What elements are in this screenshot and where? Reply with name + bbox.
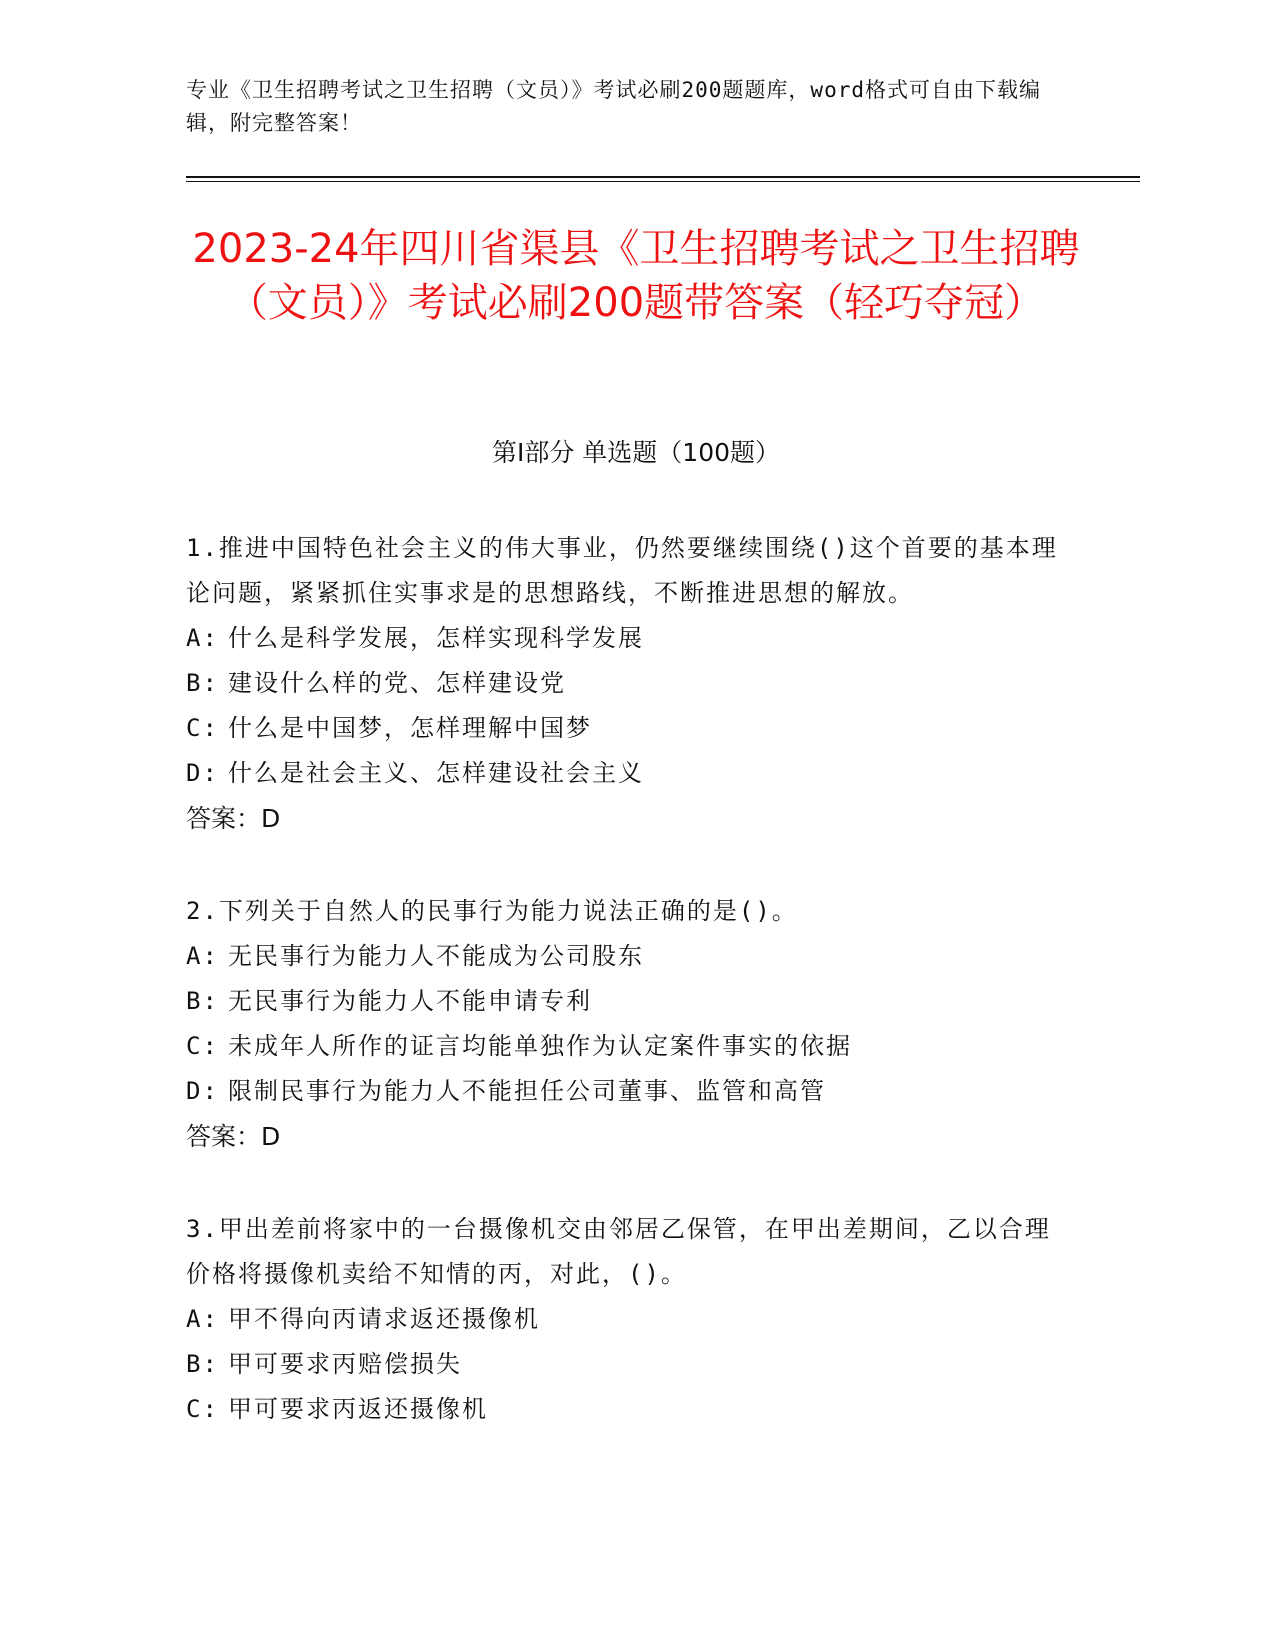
option-a (186, 934, 1066, 979)
option-text: 什么是社会主义、怎样建设社会主义 (228, 759, 644, 787)
header-note: 专业《卫生招聘考试之卫生招聘（文员）》考试必刷200题题库，word格式可自由下载编辑，附完整答案！ (186, 78, 1041, 135)
question-answer: 答案：D (186, 804, 281, 833)
option-a (186, 616, 1066, 661)
option-text: 什么是中国梦，怎样理解中国梦 (228, 714, 592, 742)
question-item (186, 1207, 1066, 1432)
option-d (186, 1069, 1066, 1114)
option-key: A: (186, 1305, 219, 1333)
option-key: D: (186, 1077, 219, 1105)
option-text: 建设什么样的党、怎样建设党 (228, 669, 566, 697)
document-title: 2023-24年四川省渠县《卫生招聘考试之卫生招聘（文员）》考试必刷200题带答案（轻巧夺冠） (192, 226, 1080, 326)
option-key: C: (186, 1395, 219, 1423)
option-text: 甲可要求丙返还摄像机 (228, 1395, 488, 1423)
option-b (186, 979, 1066, 1024)
option-c (186, 1024, 1066, 1069)
option-key: A: (186, 942, 219, 970)
header-rule-thick (186, 176, 1140, 178)
option-text: 甲不得向丙请求返还摄像机 (228, 1305, 540, 1333)
option-text: 什么是科学发展，怎样实现科学发展 (228, 624, 644, 652)
option-text: 限制民事行为能力人不能担任公司董事、监管和高管 (228, 1077, 826, 1105)
option-key: B: (186, 1350, 219, 1378)
option-key: C: (186, 1032, 219, 1060)
section-title: 第Ⅰ部分 单选题（100题） (491, 438, 781, 467)
option-c (186, 706, 1066, 751)
option-b (186, 661, 1066, 706)
option-text: 甲可要求丙赔偿损失 (228, 1350, 462, 1378)
option-key: A: (186, 624, 219, 652)
header-rule-thin (186, 181, 1140, 182)
question-stem: 3.甲出差前将家中的一台摄像机交由邻居乙保管，在甲出差期间，乙以合理价格将摄像机卖给不知情的丙，对此，()。 (186, 1215, 1051, 1288)
option-key: D: (186, 759, 219, 787)
question-stem: 1.推进中国特色社会主义的伟大事业，仍然要继续围绕()这个首要的基本理论问题，紧紧抓住实事求是的思想路线，不断推进思想的解放。 (186, 534, 1058, 607)
question-answer: 答案：D (186, 1122, 281, 1151)
option-b (186, 1342, 1066, 1387)
question-item (186, 526, 1066, 841)
option-text: 无民事行为能力人不能成为公司股东 (228, 942, 644, 970)
option-d (186, 751, 1066, 796)
option-key: C: (186, 714, 219, 742)
option-text: 无民事行为能力人不能申请专利 (228, 987, 592, 1015)
question-item (186, 889, 1066, 1159)
option-c (186, 1387, 1066, 1432)
question-stem: 2.下列关于自然人的民事行为能力说法正确的是()。 (186, 897, 798, 925)
option-text: 未成年人所作的证言均能单独作为认定案件事实的依据 (228, 1032, 852, 1060)
option-a (186, 1297, 1066, 1342)
question-list (186, 526, 1066, 1480)
option-key: B: (186, 669, 219, 697)
option-key: B: (186, 987, 219, 1015)
